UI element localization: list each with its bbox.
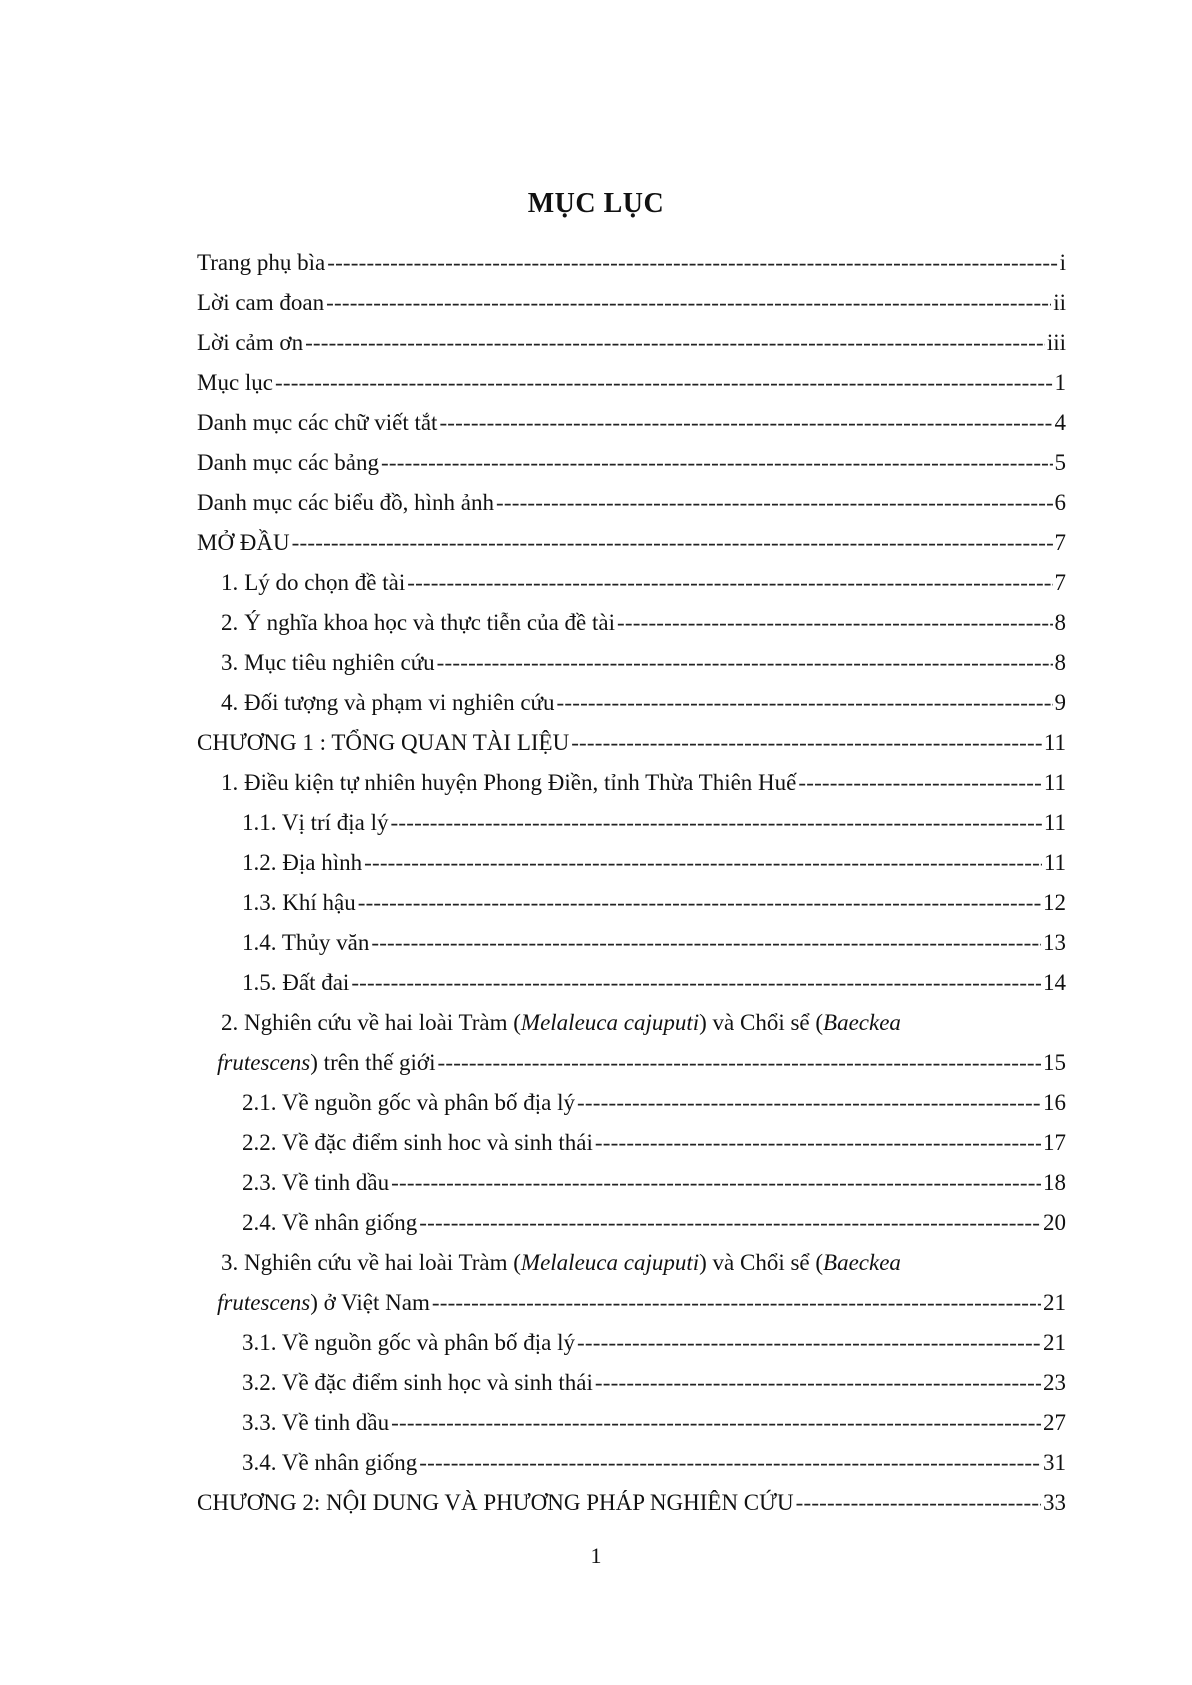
dot-leader (796, 1483, 1041, 1523)
dot-leader (617, 603, 1052, 643)
species-name: Baeckea (823, 1250, 901, 1275)
dot-leader (496, 483, 1053, 523)
toc-entry (197, 803, 1066, 843)
toc-entry-text: ) và Chổi sể ( (699, 1250, 824, 1275)
toc-page-number: 1 (1054, 370, 1066, 395)
toc-page-number: 8 (1054, 610, 1066, 635)
toc-entry-text: 2. Nghiên cứu về hai loài Tràm ( (221, 1010, 521, 1035)
toc-entry (197, 1003, 1066, 1083)
toc-entry-text: 1.3. Khí hậu (242, 890, 356, 915)
dot-leader (437, 643, 1053, 683)
toc-entry-number: 2. (221, 610, 239, 635)
dot-leader (439, 403, 1052, 443)
dot-leader (557, 683, 1053, 723)
page-number: 1 (590, 1543, 602, 1568)
toc-page-number: 8 (1054, 650, 1066, 675)
toc-entry-text: 3.3. Về tinh dầu (242, 1410, 390, 1435)
toc-entry (197, 1323, 1066, 1363)
species-name: Melaleuca cajuputi (520, 1010, 700, 1035)
toc-entry-text: 3. Nghiên cứu về hai loài Tràm ( (221, 1250, 521, 1275)
dot-leader (381, 443, 1052, 483)
dot-leader (571, 723, 1042, 763)
dot-leader (437, 1043, 1041, 1083)
toc-page-number: 11 (1043, 770, 1066, 795)
dot-leader (798, 763, 1041, 803)
toc-entry-text: ) trên thế giới (310, 1050, 436, 1075)
toc-entry-text: 3.2. Về đặc điểm sinh học và sinh thái (242, 1370, 593, 1395)
dot-leader (391, 1163, 1041, 1203)
toc-entry (197, 1363, 1066, 1403)
toc-entry-line (221, 1243, 1066, 1283)
toc-entry-text: Danh mục các bảng (197, 450, 380, 475)
toc-entry (197, 603, 1066, 643)
toc-entry-text: 2.2. Về đặc điểm sinh hoc và sinh thái (242, 1130, 593, 1155)
toc-entry (197, 283, 1066, 323)
toc-entry-text: 3. Mục tiêu nghiên cứu (221, 650, 435, 675)
toc-page-number: 11 (1043, 850, 1066, 875)
toc-page-number: 17 (1043, 1130, 1066, 1155)
toc-entry-text: Mục lục (197, 370, 274, 395)
species-name: frutescens (217, 1290, 311, 1315)
toc-page-number: 4 (1054, 410, 1066, 435)
toc-entry (197, 883, 1066, 923)
toc-entry-line (217, 1283, 1066, 1323)
toc-entry-text: Lời cảm ơn (197, 330, 304, 355)
toc-entry-text: 1.1. Vị trí địa lý (242, 810, 389, 835)
toc-page-number: 33 (1043, 1490, 1066, 1515)
toc-page-number: 31 (1043, 1450, 1066, 1475)
toc-entry-text: 3.1. Về nguồn gốc và phân bố địa lý (242, 1330, 576, 1355)
toc-entry-text: 1. Điều kiện tự nhiên huyện Phong Điền, tỉnh Thừa Thiên Huế (221, 770, 797, 795)
toc-entry-text: 2.3. Về tinh dầu (242, 1170, 390, 1195)
toc-entry-text: Lời cam đoan (197, 290, 325, 315)
toc-entry-text: Danh mục các chữ viết tắt (197, 410, 438, 435)
toc-entry-text: Trang phụ bìa (197, 250, 326, 275)
toc-entry (197, 1083, 1066, 1123)
table-of-contents (197, 243, 1066, 1523)
toc-page-number: 9 (1054, 690, 1066, 715)
toc-entry (197, 963, 1066, 1003)
toc-entry (197, 443, 1066, 483)
toc-page-number: iii (1046, 330, 1066, 355)
toc-entry-text: Ý nghĩa khoa học và thực tiễn của đề tài (244, 610, 616, 635)
toc-page-number: 12 (1043, 890, 1066, 915)
dot-leader (419, 1203, 1041, 1243)
toc-entry-text: ) và Chổi sể ( (699, 1010, 824, 1035)
species-name: Melaleuca cajuputi (520, 1250, 700, 1275)
toc-entry (197, 363, 1066, 403)
toc-entry-number: 1. (221, 570, 239, 595)
toc-page-number: 21 (1043, 1330, 1066, 1355)
dot-leader (351, 963, 1041, 1003)
toc-entry (197, 683, 1066, 723)
toc-entry (197, 1123, 1066, 1163)
toc-page-number: 13 (1043, 930, 1066, 955)
toc-entry (197, 923, 1066, 963)
toc-entry-text: 3.4. Về nhân giống (242, 1450, 418, 1475)
toc-entry-text: MỞ ĐẦU (197, 530, 290, 555)
toc-entry (197, 1443, 1066, 1483)
toc-entry-text: CHƯƠNG 1 : TỔNG QUAN TÀI LIỆU (197, 730, 570, 755)
dot-leader (292, 523, 1053, 563)
dot-leader (419, 1443, 1041, 1483)
toc-page-number: 7 (1054, 570, 1066, 595)
toc-page-number: 20 (1043, 1210, 1066, 1235)
toc-page-number: 27 (1043, 1410, 1066, 1435)
toc-entry-line (221, 1003, 1066, 1043)
toc-page-number: 18 (1043, 1170, 1066, 1195)
dot-leader (305, 323, 1045, 363)
toc-entry (197, 843, 1066, 883)
dot-leader (358, 883, 1041, 923)
dot-leader (327, 243, 1057, 283)
toc-entry-text: 2.1. Về nguồn gốc và phân bố địa lý (242, 1090, 576, 1115)
toc-entry-text: 1.4. Thủy văn (242, 930, 370, 955)
toc-page-number: 14 (1043, 970, 1066, 995)
dot-leader (407, 563, 1052, 603)
toc-entry-text: 1.5. Đất đai (242, 970, 350, 995)
toc-entry-text: Lý do chọn đề tài (244, 570, 406, 595)
toc-entry-text: Danh mục các biểu đồ, hình ảnh (197, 490, 494, 515)
toc-page-number: 6 (1054, 490, 1066, 515)
toc-entry (197, 563, 1066, 603)
dot-leader (432, 1283, 1041, 1323)
species-name: frutescens (217, 1050, 311, 1075)
toc-entry (197, 403, 1066, 443)
toc-entry-text: 4. Đối tượng và phạm vi nghiên cứu (221, 690, 555, 715)
toc-entry (197, 1163, 1066, 1203)
toc-entry (197, 723, 1066, 763)
dot-leader (371, 923, 1041, 963)
dot-leader (391, 1403, 1041, 1443)
toc-entry (197, 323, 1066, 363)
dot-leader (364, 843, 1042, 883)
dot-leader (391, 803, 1042, 843)
toc-entry (197, 643, 1066, 683)
dot-leader (595, 1363, 1041, 1403)
toc-page-number: 16 (1043, 1090, 1066, 1115)
toc-entry (197, 523, 1066, 563)
toc-page-number: 15 (1043, 1050, 1066, 1075)
toc-page-number: 21 (1043, 1290, 1066, 1315)
toc-entry (197, 763, 1066, 803)
page-title: MỤC LỤC (527, 188, 665, 219)
toc-entry (197, 1483, 1066, 1523)
toc-entry (197, 1243, 1066, 1323)
toc-entry (197, 1203, 1066, 1243)
toc-page-number: 23 (1043, 1370, 1066, 1395)
dot-leader (326, 283, 1051, 323)
toc-entry-text: CHƯƠNG 2: NỘI DUNG VÀ PHƯƠNG PHÁP NGHIÊN CỨU (197, 1490, 794, 1515)
toc-entry (197, 1403, 1066, 1443)
toc-page-number: ii (1053, 290, 1066, 315)
dot-leader (577, 1083, 1041, 1123)
toc-page-number: 5 (1054, 450, 1066, 475)
dot-leader (275, 363, 1052, 403)
toc-entry-text: ) ở Việt Nam (310, 1290, 430, 1315)
toc-page-number: i (1059, 250, 1066, 275)
toc-entry (197, 483, 1066, 523)
toc-entry-text: 2.4. Về nhân giống (242, 1210, 418, 1235)
toc-page-number: 7 (1054, 530, 1066, 555)
species-name: Baeckea (823, 1010, 901, 1035)
toc-page-number: 11 (1043, 730, 1066, 755)
toc-page-number: 11 (1043, 810, 1066, 835)
toc-entry-line (217, 1043, 1066, 1083)
dot-leader (595, 1123, 1041, 1163)
toc-entry-text: 1.2. Địa hình (242, 850, 363, 875)
toc-entry (197, 243, 1066, 283)
dot-leader (577, 1323, 1041, 1363)
